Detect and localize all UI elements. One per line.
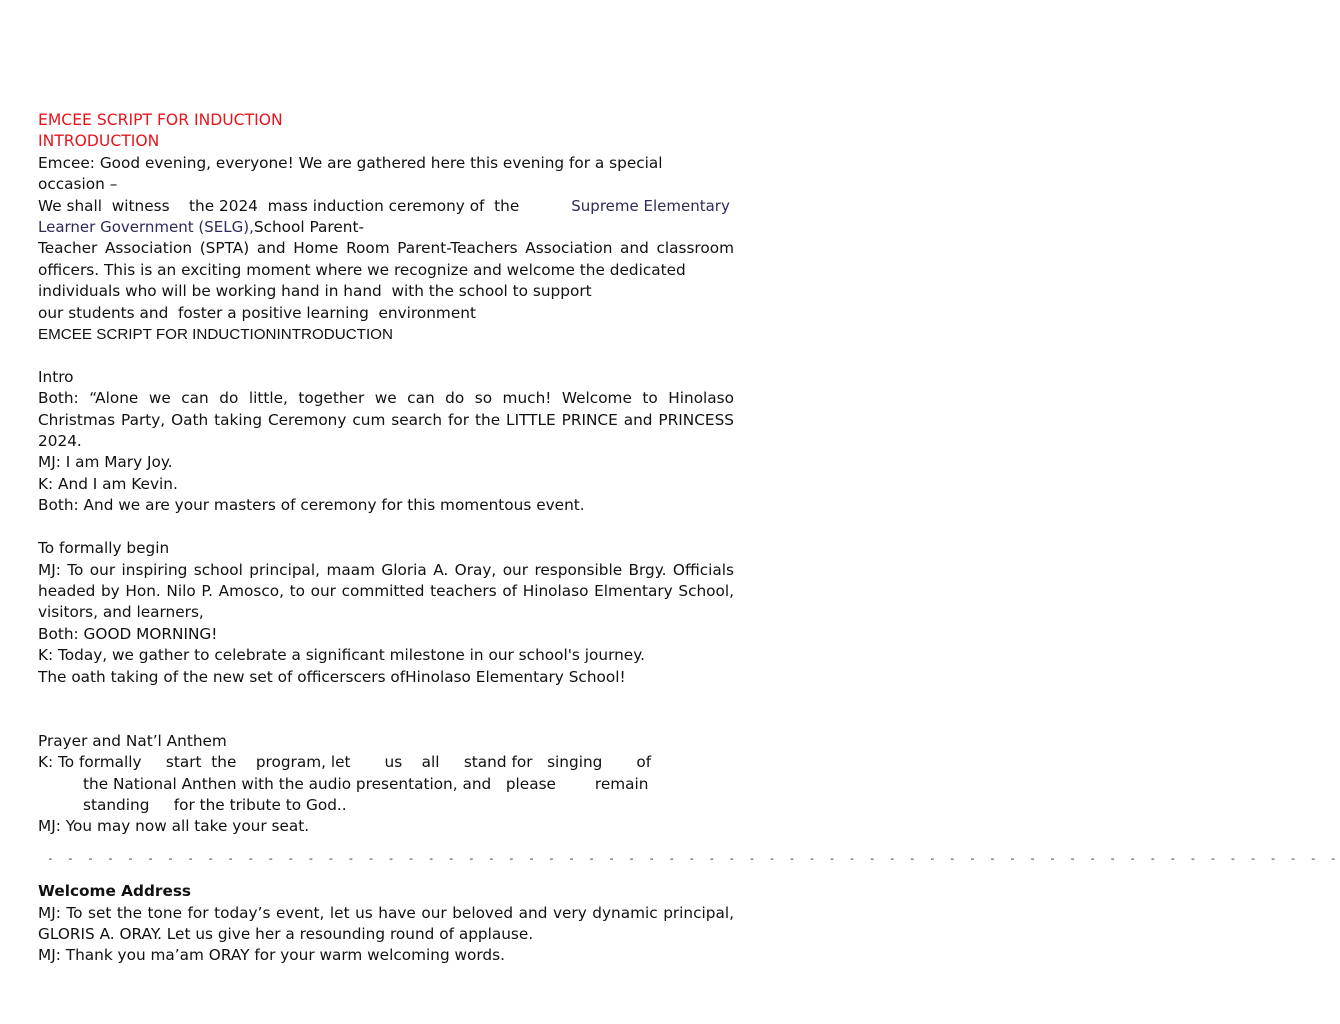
witness-paragraph xyxy=(38,196,734,239)
welcome-mj-line: MJ: To set the tone for today’s event, let us have our beloved and very dynamic principal, GLORIS A. ORAY. Let us give her a resounding round of applause. xyxy=(38,903,734,943)
begin-label: To formally begin xyxy=(38,539,170,558)
prayer-k-line-1: K: To formally start the program, let us all stand for singing of xyxy=(38,753,652,772)
repeated-title-line: EMCEE SCRIPT FOR INDUCTIONINTRODUCTION xyxy=(38,326,393,344)
prayer-k-line-2: the National Anthen with the audio presentation, and please remain xyxy=(83,774,649,793)
intro-both-line-2: Both: And we are your masters of ceremony for this momentous event. xyxy=(38,496,585,515)
intro-k-line: K: And I am Kevin. xyxy=(38,474,178,493)
section-divider: - - - - - - - - - - - - - - - - - - - - - - - - - - - - - - - - - - - - - - - - - - - - - - - - - - - - - - - - - - - - - - - - - xyxy=(47,851,1340,865)
emcee-opening-line: Emcee: Good evening, everyone! We are gathered here this evening for a special occasion – xyxy=(38,153,663,194)
students-line: our students and foster a positive learning environment xyxy=(38,303,476,322)
spta-start-text: School Parent- xyxy=(253,218,364,237)
intro-mj-line: MJ: I am Mary Joy. xyxy=(38,453,173,472)
intro-label: Intro xyxy=(38,367,74,386)
oath-line: The oath taking of the new set of officerscers ofHinolaso Elementary School! xyxy=(38,667,626,686)
begin-k-line: K: Today, we gather to celebrate a significant milestone in our school's journey. xyxy=(38,646,645,665)
begin-mj-line: MJ: To our inspiring school principal, maam Gloria A. Oray, our responsible Brgy. Officials headed by Hon. Nilo P. Amosco, to our committed teachers of Hinolaso Elmentary School, visitors, and learners, xyxy=(38,560,734,622)
prayer-mj-line: MJ: You may now all take your seat. xyxy=(38,817,310,836)
selg-text: Supreme Elementary Learner Government (SELG), xyxy=(38,196,730,237)
intro-both-line: Both: “Alone we can do little, together we can do so much! Welcome to Hinolaso Christmas Party, Oath taking Ceremony cum search for the LITTLE PRINCE and PRINCESS 2024. xyxy=(38,389,734,451)
document-page xyxy=(38,110,1340,967)
spta-paragraph: Teacher Association (SPTA) and Home Room Parent-Teachers Association and classroom officers. This is an exciting moment where we recognize and welcome the dedicated xyxy=(38,239,734,279)
script-subtitle: INTRODUCTION xyxy=(38,132,160,151)
witness-text: We shall witness the 2024 mass induction ceremony of the xyxy=(38,196,520,215)
individuals-line: individuals who will be working hand in hand with the school to support xyxy=(38,282,592,301)
welcome-mj-line-2: MJ: Thank you ma’am ORAY for your warm welcoming words. xyxy=(38,946,505,965)
welcome-label: Welcome Address xyxy=(38,882,192,901)
script-title: EMCEE SCRIPT FOR INDUCTION xyxy=(38,111,283,129)
prayer-label: Prayer and Nat’l Anthem xyxy=(38,731,227,750)
begin-both-line: Both: GOOD MORNING! xyxy=(38,624,218,643)
prayer-k-line-3: standing for the tribute to God.. xyxy=(83,795,347,814)
